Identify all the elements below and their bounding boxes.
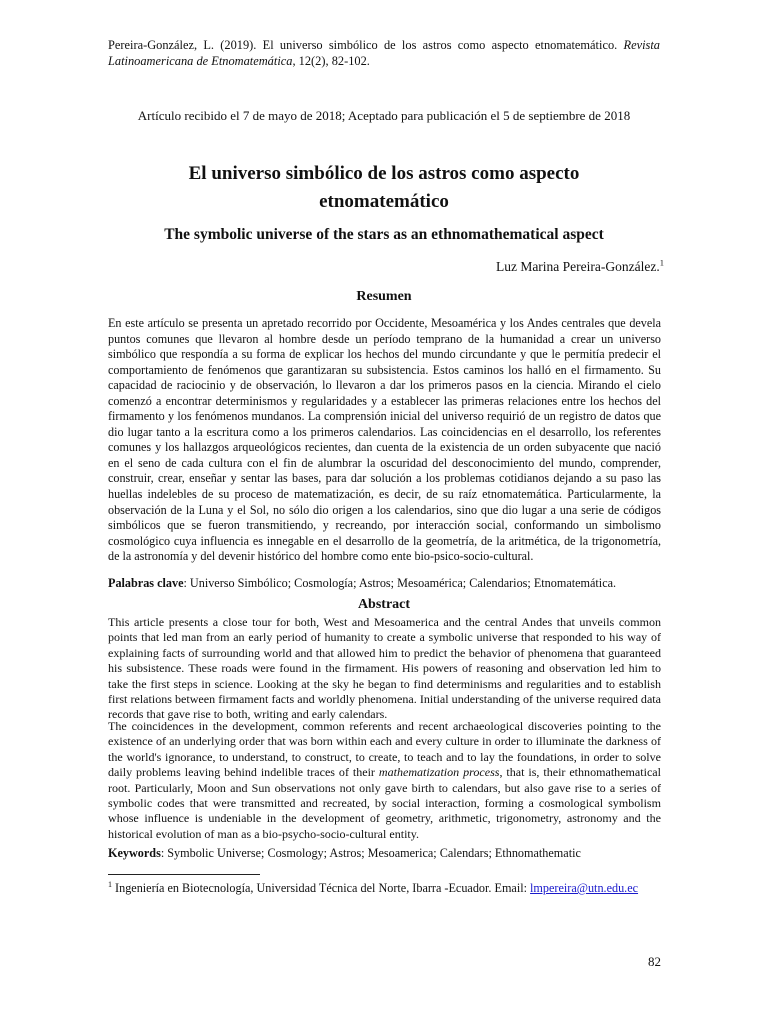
abstract-body-2-end: , that is, their ethnomathematical root. Particularly, Moon and Sun observations not only gave birth to calendars, but also gave rise to a series of symbolic codes that were transmitted and recreated, by social interaction, forming a cosmological symbolism whose influence is undeniable in the development of geometry, arithmetic, trigonometry, astronomy and the historical evolution of man as a bio-psycho-socio-cultural entity. [108, 765, 661, 841]
palabras-clave-list: : Universo Simbólico; Cosmología; Astros; Mesoamérica; Calendarios; Etnomatemática. [183, 576, 617, 590]
article-title-line-2: etnomatemático [319, 191, 449, 212]
palabras-clave [108, 576, 661, 591]
resumen-body: En este artículo se presenta un apretado recorrido por Occidente, Mesoamérica y los Andes centrales que devela puntos comunes que llevaron al hombre desde un período temprano de la humanidad a crear un universo simbólico que respondía a su forma de explicar los hechos del mundo circundante y que le permitía predecir el comportamiento de fenómenos que garantizaran su subsistencia. Estos caminos los halló en el firmamento. Su capacidad de raciocinio y de observación, lo llevaron a dar los primeros pasos en la ciencia. Mirando el cielo comenzó a encontrar determinismos y regularidades y a establecer las primeras relaciones entre los hechos del firmamento y los fenómenos mundanos. La comprensión inicial del universo requirió de un registro de datos que dio lugar tanto a la escritura como a los primeros calendarios. Las coincidencias en el desarrollo, los referentes comunes y los hallazgos arqueológicos recientes, dan cuenta de la existencia de un orden subyacente que nació en el seno de cada cultura con el fin de alumbrar la oscuridad del desconocimiento del mundo, comprender, construir, crear, enseñar y sentar las bases, para dar solución a los problemas cotidianos dejando a su paso las huellas indelebles de su proceso de matematización, es decir, de su raíz etnomatemática. Particularmente, la observación de la Luna y el Sol, no sólo dio origen a los calendarios, sino que dio lugar a una serie de códigos simbólicos que se fueron transmitiendo, y recreando, por interacción social, conformando un simbolismo cosmológico cuya influencia es innegable en el desarrollo de la geometría, de la aritmética, de la trigonometría, de la astronomía y del devenir histórico del hombre como ente bio-psico-socio-cultural. [108, 316, 661, 564]
keywords-list: : Symbolic Universe; Cosmology; Astros; Mesoamerica; Calendars; Ethnomathematic [160, 846, 581, 860]
resumen-heading: Resumen [356, 289, 412, 304]
abstract-body-2 [108, 719, 661, 842]
author-name: Luz Marina Pereira-González. [495, 259, 660, 274]
article-title-line-1: El universo simbólico de los astros como aspecto [188, 163, 580, 184]
abstract-body-2-emphasis: mathematization process [378, 765, 500, 780]
author-footnote-mark: 1 [659, 257, 664, 268]
footnote-text: Ingeniería en Biotecnología, Universidad Técnica del Norte, Ibarra -Ecuador. Email: [112, 881, 531, 895]
received-date-line: Artículo recibido el 7 de mayo de 2018; Aceptado para publicación el 5 de septiembre de 2018 [137, 108, 631, 123]
citation-header [108, 37, 660, 69]
article-title [110, 160, 658, 216]
keywords-label: Keywords [108, 846, 161, 860]
keywords [108, 846, 661, 861]
footnote [108, 881, 638, 896]
article-subtitle: The symbolic universe of the stars as an ethnomathematical aspect [164, 226, 604, 243]
abstract-body-2-start: The coincidences in the development, common referents and recent archaeological discoveries pointing to the existence of an underlying order that was born within each and every culture in order to illuminate the darkness of the world's ignorance, to understand, to construct, to create, to teach and to lay the foundations, in order to solve daily problems leaving behind indelible traces of their [108, 719, 661, 780]
citation-volume: , 12(2), 82-102. [292, 54, 370, 68]
page-number: 82 [648, 954, 661, 969]
citation-text: Pereira-González, L. (2019). El universo simbólico de los astros como aspecto etnomatemático. [108, 38, 618, 52]
footnote-email-link[interactable]: lmpereira@utn.edu.ec [530, 881, 639, 895]
citation-journal: Revista Latinoamericana de Etnomatemática [108, 38, 660, 68]
abstract-heading: Abstract [357, 597, 411, 612]
palabras-clave-label: Palabras clave [108, 576, 184, 590]
author-line [496, 259, 664, 275]
footnote-mark: 1 [108, 879, 112, 889]
abstract-body-1: This article presents a close tour for both, West and Mesoamerica and the central Andes that unveils common points that led man from an early period of humanity to create a symbolic universe that responded to his way of explaining facts of surrounding world and that allowed him to predict the behavior of phenomena that guaranteed his subsistence. These roads were found in the firmament. His powers of reasoning and observation led him to take the first steps in science. Looking at the sky he began to find determinisms and regularities and to establish first relations between firmament facts and worldly phenomena. Initial understanding of the universe required data records that gave rise to both, writing and early calendars. [108, 615, 661, 722]
footnote-divider [108, 874, 260, 875]
